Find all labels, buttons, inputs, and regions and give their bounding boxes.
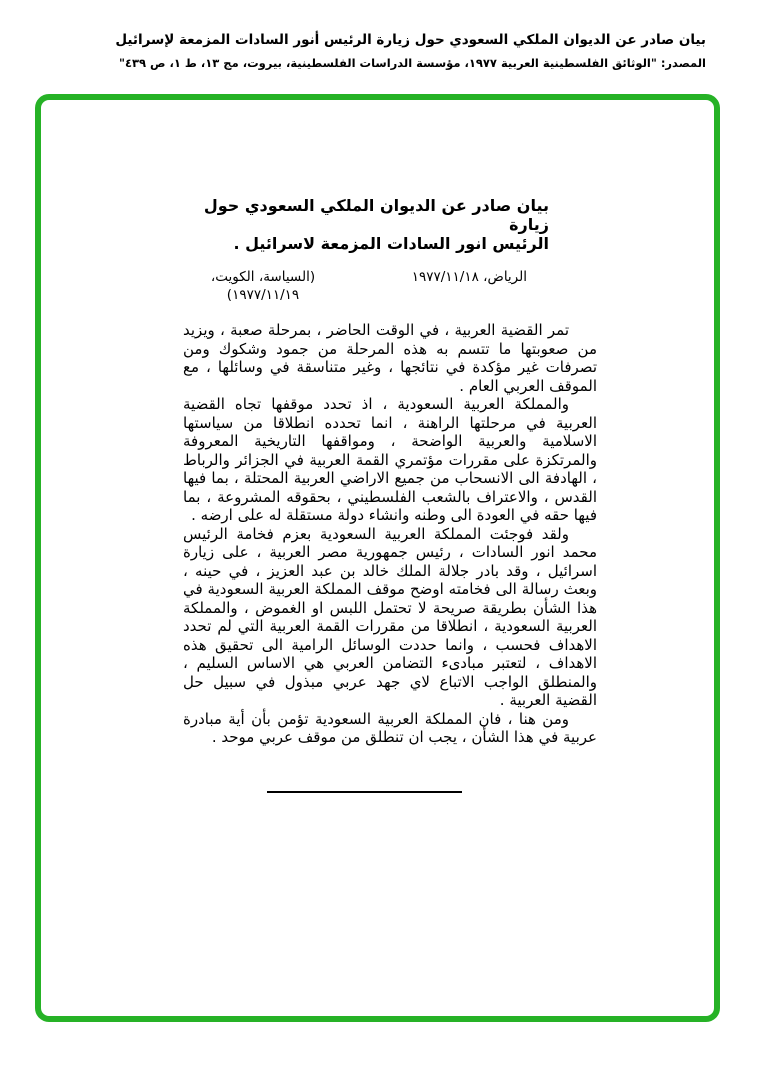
paragraph-3: ولقد فوجئت المملكة العربية السعودية بعزم فخامة الرئيس محمد انور السادات ، رئيس جمهورية مصر العربية ، على زيارة اسرائيل ، وقد بادر جلالة الملك خالد بن عبد العزيز ، في حينه ، وبعث رسالة الى فخامته اوضح موقف المملكة العربية السعودية في هذا الشأن بطريقة صريحة لا تحتمل اللبس او الغموض ، والمملكة العربية السعودية ، انطلاقا من مقررات القمة العربية التي لم تحدد الاهداف فحسب ، وانما حددت الوسائل الرامية الى تحقيق هذه الاهداف ، لتعتبر مبادىء التضامن العربي هي الاساس السليم ، والمنطلق الواجب الاتباع لاي جهد عربي مبذول في سبيل حل القضية العربية . <box>183 524 597 709</box>
document-body <box>41 100 714 793</box>
document-title-line1: بيان صادر عن الديوان الملكي السعودي حول زيارة <box>203 196 549 234</box>
closing-rule-divider <box>267 791 462 793</box>
header-source-citation: المصدر: "الوثائق الفلسطينية العربية ١٩٧٧، مؤسسة الدراسات الفلسطينية، بيروت، مج ١٣، ط ١، ص ٤٣٩" <box>118 56 706 70</box>
page-header <box>0 0 758 72</box>
dateline-attribution: (السياسة، الكويت، ١٩٧٧/١١/١٩) <box>210 269 316 303</box>
document-title-line2: الرئيس انور السادات المزمعة لاسرائيل . <box>233 234 549 253</box>
dateline <box>183 268 597 304</box>
document-paragraphs <box>183 321 597 747</box>
header-title: بيان صادر عن الديوان الملكي السعودي حول زيارة الرئيس أنور السادات المزمعة لإسرائيل <box>115 32 706 48</box>
paragraph-4: ومن هنا ، فان المملكة العربية السعودية تؤمن بأن أية مبادرة عربية في هذا الشأن ، يجب ان تنطلق من موقف عربي موحد . <box>183 709 597 746</box>
document-frame <box>35 94 720 1022</box>
paragraph-2: والمملكة العربية السعودية ، اذ تحدد موقفها تجاه القضية العربية في مرحلتها الراهنة ، انما تحدده انطلاقا من سياستها الاسلامية والعربية الواضحة ، ومواقفها التاريخية المعروفة والمرتكزة على مقررات مؤتمري القمة العربية في الجزائر والرباط ، الهادفة الى الانسحاب من جميع الاراضي العربية المحتلة ، بما فيها القدس ، والاعتراف بالشعب الفلسطيني ، بحقوقه المشروعة ، بما فيها حقه في العودة الى وطنه وانشاء دولة مستقلة له على ارضه . <box>183 395 597 524</box>
paragraph-1: تمر القضية العربية ، في الوقت الحاضر ، بمرحلة صعبة ، ويزيد من صعوبتها ما تتسم به هذه المرحلة من جمود وشكوك ومن تصرفات غير مؤكدة في نتائجها ، وغير متناسقة في وسائلها ، مع الموقف العربي العام . <box>183 321 597 395</box>
dateline-place-date: الرياض، ١٩٧٧/١١/١٨ <box>411 269 527 285</box>
document-title <box>183 196 597 253</box>
